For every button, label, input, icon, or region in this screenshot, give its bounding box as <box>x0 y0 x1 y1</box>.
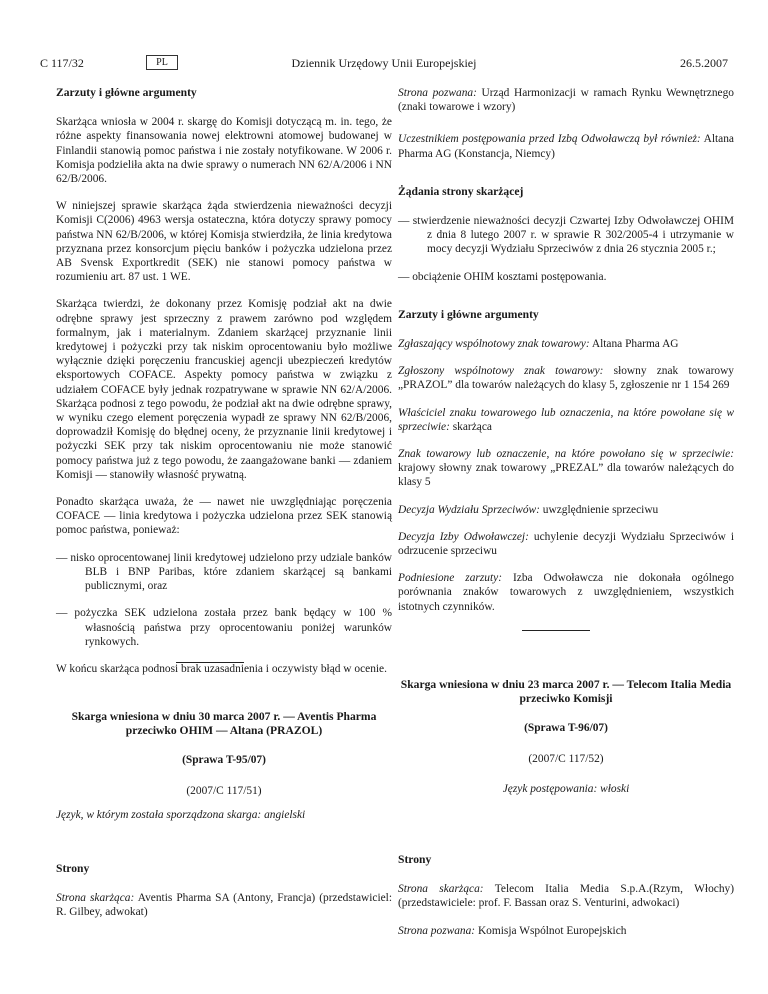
claim-item: — obciążenie OHIM kosztami postępowania. <box>398 270 607 283</box>
field-line <box>398 337 734 351</box>
field-line <box>398 364 734 392</box>
paragraph: Skarżąca wniosła w 2004 r. skargę do Komisji dotyczącą m. in. tego, że różne aspekty finansowania nowej elektrowni atomowej budowanej w Finlandii stanowią pomoc państwa i nie zostały notyfikowane. W 2006 r. Komisja podzieliła akta na dwie sprawy o numerach NN 62/A/2006 i NN 62/B/2006. <box>56 116 392 186</box>
field-value: Izba Odwoławcza nie dokonała ogólnego porównania znaków towarowych z uwzględnieniem, wszystkich istotnych czynników. <box>398 572 735 613</box>
section-heading-parties: Strony <box>56 862 90 875</box>
field-line <box>398 406 734 434</box>
case-number: (Sprawa T-96/07) <box>524 722 608 735</box>
parties-block-t96 <box>398 853 734 951</box>
case-number: (Sprawa T-95/07) <box>182 754 266 767</box>
applicant-line <box>56 891 392 919</box>
field-value: Altana Pharma AG <box>589 338 679 351</box>
section-heading-pleas-right: Zarzuty i główne argumenty <box>398 307 539 321</box>
field-label: Decyzja Wydziału Sprzeciwów: <box>398 503 540 516</box>
applicant-label: Strona skarżąca: <box>56 892 135 905</box>
intervener-label: Uczestnikiem postępowania przed Izbą Odwoławczą był również: <box>398 133 701 146</box>
right-column <box>398 86 734 627</box>
paragraph: W niniejszej sprawie skarżąca żąda stwierdzenia nieważności decyzji Komisji C(2006) 4963 wersja ostateczna, która dotyczy sprawy pomocy państwa NN 62/B/2006, w której Komisja stwierdziła, że linia kredytowa przyznana przez konsorcjum pięciu banków i pożyczka udzielona przez AB Svensk Exportkredit (SEK) nie stanowi pomocy państwa w rozumieniu art. 87 ust. 1 WE. <box>56 200 392 284</box>
field-line <box>398 503 734 517</box>
dash-item: — pożyczka SEK udzielona została przez bank będący w 100 % własnością państwa przy oprocentowaniu poniżej warunków rynkowych. <box>56 607 392 648</box>
defendant-text: Komisja Wspólnot Europejskich <box>475 924 627 937</box>
journal-reference: C 117/32 <box>40 56 84 70</box>
applicant-text: Telecom Italia Media S.p.A.(Rzym, Włochy) (przedstawiciele: prof. F. Bassan oraz S. Venturini, adwokaci) <box>398 883 735 910</box>
field-value: krajowy słowny znak towarowy „PREZAL” dla towarów należących do klasy 5 <box>398 462 734 489</box>
defendant-text: Urząd Harmonizacji w ramach Rynku Wewnętrznego (znaki towarowe i wzory) <box>398 87 734 114</box>
field-label: Podniesione zarzuty: <box>398 572 502 585</box>
field-value: uchylenie decyzji Wydziału Sprzeciwów i odrzucenie sprzeciwu <box>398 530 734 558</box>
paragraph: Skarżąca twierdzi, że dokonany przez Komisję podział akt na dwie odrębne sprawy jest sprzeczny z prawem zarówno pod względem formalnym, jak i materialnym. Zdaniem skarżącej przyznanie linii kredytowej i pożyczki przy tak niskim oprocentowaniu było możliwe wyłącznie dzięki poręczeniu francuskiej agencji ubezpieczeń kredytów eksportowych COFACE. Aspekty pomocy państwa w związku z udziałem COFACE były jednak rozpatrywane w sprawie NN 62/A/2006. Skarżąca podnosi z tego powodu, że podział akt na dwie odrębne sprawy, w wyniku czego element poręczenia wypadł ze sprawy NN 62/B/2006, doprowadził Komisję do błędnej oceny, że przyznanie linii kredytowej i pożyczki SEK przy tak niskim oprocentowaniu nie może stanowić pomocy państwa już z tego powodu, że zaangażowane banki — zdaniem Komisji — stanowiły własność prywatną. <box>56 298 392 481</box>
separator-line <box>176 662 244 663</box>
dash-item: — nisko oprocentowanej linii kredytowej udzielono przy udziale banków BLB i BNP Paribas, które zdaniem skarżącej są bankami publicznymi, oraz <box>56 551 392 593</box>
language-line: Język postępowania: włoski <box>502 782 630 795</box>
publication-date: 26.5.2007 <box>680 56 728 70</box>
field-line <box>398 571 734 614</box>
case-reference: (2007/C 117/51) <box>186 784 262 797</box>
defendant-label: Strona pozwana: <box>398 924 476 937</box>
applicant-text: Aventis Pharma SA (Antony, Francja) (przedstawiciel: R. Gilbey, adwokat) <box>56 892 393 919</box>
field-line <box>398 447 734 490</box>
case-reference: (2007/C 117/52) <box>528 752 604 765</box>
intervener-line <box>398 132 734 160</box>
language-line: Język, w którym została sporządzona skarga: angielski <box>56 809 306 821</box>
field-label: Znak towarowy lub oznaczenie, na które powołano się w sprzeciwie: <box>398 448 734 461</box>
field-value: skarżąca <box>449 420 492 433</box>
defendant-line <box>398 924 734 938</box>
case-title: Skarga wniesiona w dniu 30 marca 2007 r. — Aventis Pharma przeciwko OHIM — Altana (PRAZOL) <box>71 710 377 738</box>
field-label: Właściciel znaku towarowego lub oznaczenia, na które powołane się w sprzeciwie: <box>398 406 734 433</box>
claim-item: — stwierdzenie nieważności decyzji Czwartej Izby Odwoławczej OHIM z dnia 8 lutego 2007 r. w sprawie R 302/2005-4 i utrzymanie w mocy decyzji Wydziału Sprzeciwów z dnia 26 stycznia 2005 r.; <box>398 215 734 256</box>
section-heading-pleas: Zarzuty i główne argumenty <box>56 86 197 99</box>
section-heading-parties: Strony <box>398 853 432 866</box>
field-label: Decyzja Izby Odwoławczej: <box>398 530 529 543</box>
defendant-line <box>398 86 734 114</box>
left-column <box>56 86 392 689</box>
field-label: Zgłaszający wspólnotowy znak towarowy: <box>398 338 590 351</box>
case-block-t95 <box>56 710 392 798</box>
case-title: Skarga wniesiona w dniu 23 marca 2007 r. — Telecom Italia Media przeciwko Komisji <box>400 678 732 706</box>
field-value: słowny znak towarowy „PRAZOL” dla towarów należących do klasy 5, zgłoszenie nr 1 154 269 <box>398 365 734 392</box>
applicant-label: Strona skarżąca: <box>398 883 484 896</box>
parties-block-t95 <box>56 862 392 933</box>
paragraph: W końcu skarżąca podnosi brak uzasadnienia i oczywisty błąd w ocenie. <box>56 662 387 675</box>
field-label: Zgłoszony wspólnotowy znak towarowy: <box>398 365 604 378</box>
intervener-text: Altana Pharma AG (Konstancja, Niemcy) <box>398 133 734 160</box>
case-block-t96 <box>398 678 734 796</box>
defendant-label: Strona pozwana: <box>398 87 477 99</box>
field-value: uwzględnienie sprzeciwu <box>539 503 659 516</box>
field-line <box>398 530 734 558</box>
language-badge: PL <box>146 55 178 70</box>
applicant-line <box>398 882 734 910</box>
journal-title: Dziennik Urzędowy Unii Europejskiej <box>291 56 477 70</box>
separator-line <box>522 630 590 631</box>
section-heading-claims: Żądania strony skarżącej <box>398 184 524 198</box>
paragraph: Ponadto skarżąca uważa, że — nawet nie uwzględniając poręczenia COFACE — linia kredytowa i pożyczka udzielona przez SEK stanowią pomoc państwa, ponieważ: <box>56 496 392 537</box>
